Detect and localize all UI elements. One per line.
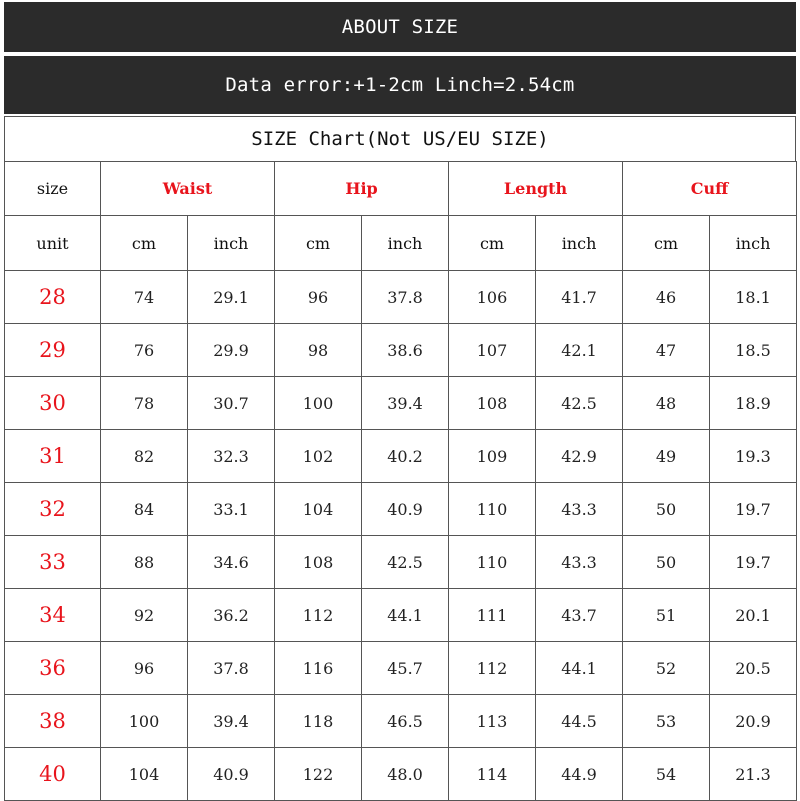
measurement-cell: 54 xyxy=(623,748,710,801)
measurement-cell: 52 xyxy=(623,642,710,695)
measurement-cell: 112 xyxy=(449,642,536,695)
measurement-cell: 18.1 xyxy=(710,271,797,324)
unit-cm: cm xyxy=(623,216,710,271)
measurement-cell: 41.7 xyxy=(536,271,623,324)
table-row xyxy=(5,377,797,430)
unit-inch: inch xyxy=(362,216,449,271)
table-row xyxy=(5,483,797,536)
size-value: 29 xyxy=(5,324,101,377)
measurement-cell: 96 xyxy=(101,642,188,695)
measurement-cell: 32.3 xyxy=(188,430,275,483)
measurement-note: Data error:+1-2cm Linch=2.54cm xyxy=(225,74,575,96)
measurement-cell: 38.6 xyxy=(362,324,449,377)
chart-subtitle-bar xyxy=(4,116,796,161)
measurement-cell: 92 xyxy=(101,589,188,642)
measurement-cell: 51 xyxy=(623,589,710,642)
measurement-cell: 40.9 xyxy=(362,483,449,536)
measurement-cell: 118 xyxy=(275,695,362,748)
measurement-cell: 98 xyxy=(275,324,362,377)
measurement-cell: 39.4 xyxy=(362,377,449,430)
header-row xyxy=(5,162,797,216)
measurement-cell: 102 xyxy=(275,430,362,483)
measurement-cell: 108 xyxy=(275,536,362,589)
measurement-cell: 44.1 xyxy=(362,589,449,642)
size-value: 34 xyxy=(5,589,101,642)
measurement-cell: 20.1 xyxy=(710,589,797,642)
chart-subtitle: SIZE Chart(Not US/EU SIZE) xyxy=(251,128,549,150)
measurement-cell: 40.2 xyxy=(362,430,449,483)
measurement-cell: 84 xyxy=(101,483,188,536)
size-value: 30 xyxy=(5,377,101,430)
measurement-cell: 43.3 xyxy=(536,483,623,536)
waist-header: Waist xyxy=(101,162,275,216)
measurement-cell: 44.9 xyxy=(536,748,623,801)
measurement-cell: 42.5 xyxy=(536,377,623,430)
measurement-cell: 30.7 xyxy=(188,377,275,430)
measurement-cell: 20.5 xyxy=(710,642,797,695)
table-row xyxy=(5,642,797,695)
measurement-cell: 19.7 xyxy=(710,483,797,536)
measurement-cell: 34.6 xyxy=(188,536,275,589)
measurement-cell: 74 xyxy=(101,271,188,324)
table-row xyxy=(5,748,797,801)
measurement-cell: 29.1 xyxy=(188,271,275,324)
table-row xyxy=(5,589,797,642)
measurement-cell: 110 xyxy=(449,483,536,536)
measurement-cell: 46.5 xyxy=(362,695,449,748)
measurement-cell: 96 xyxy=(275,271,362,324)
measurement-cell: 43.3 xyxy=(536,536,623,589)
size-header: size xyxy=(5,162,101,216)
measurement-cell: 20.9 xyxy=(710,695,797,748)
measurement-cell: 37.8 xyxy=(362,271,449,324)
measurement-cell: 50 xyxy=(623,536,710,589)
hip-header: Hip xyxy=(275,162,449,216)
measurement-cell: 113 xyxy=(449,695,536,748)
size-value: 32 xyxy=(5,483,101,536)
measurement-cell: 76 xyxy=(101,324,188,377)
table-row xyxy=(5,430,797,483)
measurement-cell: 29.9 xyxy=(188,324,275,377)
measurement-cell: 42.1 xyxy=(536,324,623,377)
measurement-cell: 21.3 xyxy=(710,748,797,801)
measurement-cell: 116 xyxy=(275,642,362,695)
size-table xyxy=(4,161,797,801)
length-header: Length xyxy=(449,162,623,216)
measurement-cell: 33.1 xyxy=(188,483,275,536)
unit-cm: cm xyxy=(101,216,188,271)
cuff-header: Cuff xyxy=(623,162,797,216)
measurement-cell: 49 xyxy=(623,430,710,483)
measurement-cell: 106 xyxy=(449,271,536,324)
measurement-cell: 100 xyxy=(101,695,188,748)
measurement-cell: 45.7 xyxy=(362,642,449,695)
table-row xyxy=(5,695,797,748)
size-value: 33 xyxy=(5,536,101,589)
measurement-cell: 43.7 xyxy=(536,589,623,642)
measurement-cell: 37.8 xyxy=(188,642,275,695)
measurement-cell: 47 xyxy=(623,324,710,377)
unit-cm: cm xyxy=(449,216,536,271)
measurement-cell: 82 xyxy=(101,430,188,483)
measurement-cell: 110 xyxy=(449,536,536,589)
measurement-cell: 104 xyxy=(275,483,362,536)
title-banner xyxy=(4,2,796,52)
unit-row xyxy=(5,216,797,271)
measurement-cell: 44.1 xyxy=(536,642,623,695)
measurement-cell: 42.9 xyxy=(536,430,623,483)
measurement-cell: 122 xyxy=(275,748,362,801)
note-banner xyxy=(4,56,796,114)
page-title: ABOUT SIZE xyxy=(341,16,459,38)
unit-inch: inch xyxy=(188,216,275,271)
measurement-cell: 39.4 xyxy=(188,695,275,748)
measurement-cell: 48 xyxy=(623,377,710,430)
measurement-cell: 18.9 xyxy=(710,377,797,430)
table-row xyxy=(5,536,797,589)
measurement-cell: 88 xyxy=(101,536,188,589)
measurement-cell: 50 xyxy=(623,483,710,536)
unit-inch: inch xyxy=(710,216,797,271)
measurement-cell: 104 xyxy=(101,748,188,801)
size-value: 36 xyxy=(5,642,101,695)
measurement-cell: 53 xyxy=(623,695,710,748)
measurement-cell: 78 xyxy=(101,377,188,430)
table-row xyxy=(5,324,797,377)
measurement-cell: 109 xyxy=(449,430,536,483)
measurement-cell: 36.2 xyxy=(188,589,275,642)
table-row xyxy=(5,271,797,324)
measurement-cell: 114 xyxy=(449,748,536,801)
measurement-cell: 46 xyxy=(623,271,710,324)
measurement-cell: 19.7 xyxy=(710,536,797,589)
measurement-cell: 100 xyxy=(275,377,362,430)
measurement-cell: 111 xyxy=(449,589,536,642)
measurement-cell: 112 xyxy=(275,589,362,642)
unit-inch: inch xyxy=(536,216,623,271)
measurement-cell: 48.0 xyxy=(362,748,449,801)
size-value: 38 xyxy=(5,695,101,748)
unit-header: unit xyxy=(5,216,101,271)
measurement-cell: 18.5 xyxy=(710,324,797,377)
unit-cm: cm xyxy=(275,216,362,271)
measurement-cell: 40.9 xyxy=(188,748,275,801)
measurement-cell: 19.3 xyxy=(710,430,797,483)
measurement-cell: 42.5 xyxy=(362,536,449,589)
measurement-cell: 107 xyxy=(449,324,536,377)
size-value: 40 xyxy=(5,748,101,801)
size-value: 28 xyxy=(5,271,101,324)
measurement-cell: 108 xyxy=(449,377,536,430)
size-value: 31 xyxy=(5,430,101,483)
measurement-cell: 44.5 xyxy=(536,695,623,748)
